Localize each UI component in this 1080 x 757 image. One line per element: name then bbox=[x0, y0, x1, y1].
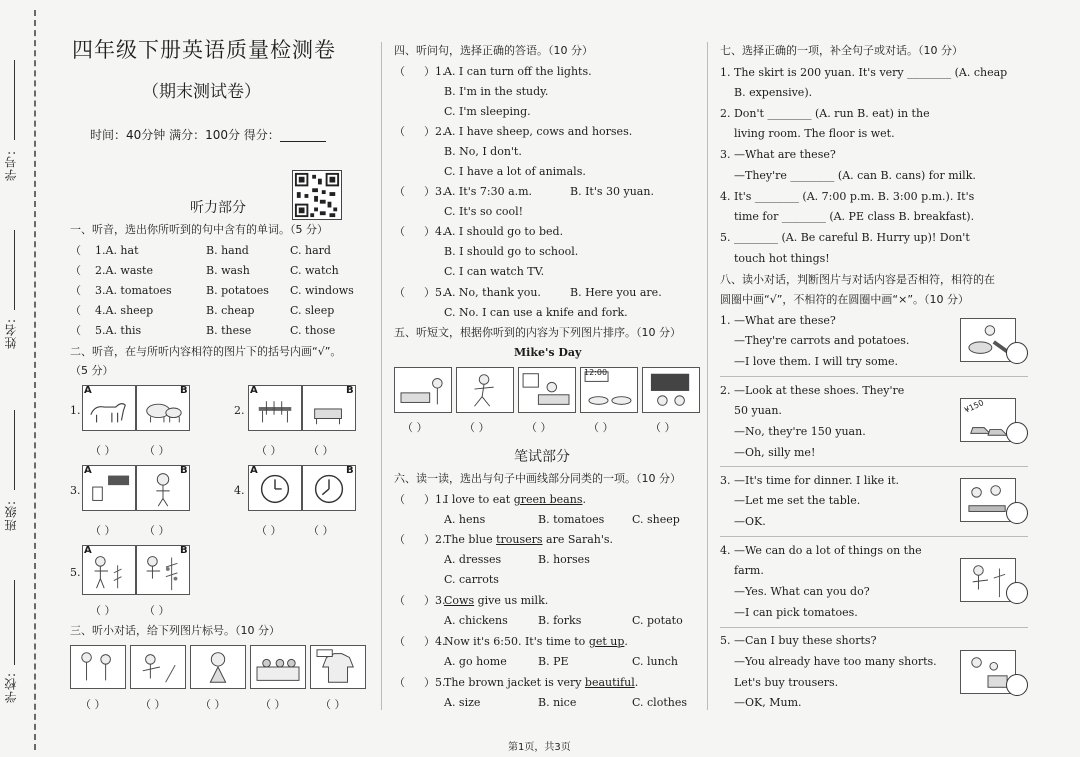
answer-paren[interactable]: （ ） bbox=[144, 524, 170, 537]
option-b[interactable]: B. these bbox=[206, 324, 252, 337]
option-a[interactable]: A. I should go to bed. bbox=[444, 225, 564, 238]
tag-a: A bbox=[250, 465, 258, 476]
answer-paren[interactable]: （ ） bbox=[308, 524, 334, 537]
option-c[interactable]: C. It's so cool! bbox=[444, 205, 524, 218]
running-boy-picture bbox=[456, 367, 514, 413]
tag-b: B bbox=[346, 465, 354, 476]
dialog-line: 5. —Can I buy these shorts? bbox=[720, 634, 877, 647]
option-b[interactable]: B. cheap bbox=[206, 304, 255, 317]
dialog-line: 1. —What are these? bbox=[720, 314, 836, 327]
item-number: ）1. bbox=[424, 493, 446, 506]
question-text bbox=[444, 493, 586, 506]
part6-title: 六、读一读，选出与句子中画线部分同类的一项。（10 分） bbox=[394, 472, 681, 485]
list-item: （ 4.A. sheep bbox=[70, 304, 154, 317]
market-picture bbox=[250, 645, 306, 689]
dialog-line: 3. —It's time for dinner. I like it. bbox=[720, 474, 900, 487]
question-text bbox=[444, 635, 628, 648]
tag-a: A bbox=[84, 465, 92, 476]
question-text bbox=[444, 533, 613, 546]
option-a[interactable]: A. waste bbox=[105, 264, 153, 277]
family-picture bbox=[70, 645, 126, 689]
answer-circle[interactable] bbox=[1006, 674, 1028, 696]
option-a[interactable]: A. No, thank you. bbox=[444, 286, 541, 299]
divider bbox=[720, 466, 1028, 467]
clock-time-label: 12:00 bbox=[584, 368, 608, 377]
answer-paren[interactable]: （ ） bbox=[140, 698, 166, 711]
option-b[interactable]: B. I'm in the study. bbox=[444, 85, 549, 98]
option-a[interactable]: A. this bbox=[105, 324, 142, 337]
paren-open: （ bbox=[394, 65, 405, 78]
option-c[interactable]: C. carrots bbox=[444, 573, 499, 586]
option-c[interactable]: C. I have a lot of animals. bbox=[444, 165, 586, 178]
answer-paren[interactable]: （ ） bbox=[464, 421, 490, 434]
part5-title: 五、听短文，根据你听到的内容为下列图片排序。（10 分） bbox=[394, 326, 681, 339]
dialog-line: —No, they're 150 yuan. bbox=[734, 425, 866, 438]
pair-number: 3. bbox=[70, 484, 81, 497]
dialog-line: —They're carrots and potatoes. bbox=[734, 334, 910, 347]
answer-circle[interactable] bbox=[1006, 342, 1028, 364]
part8-title: 八、读小对话，判断图片与对话内容是否相符，相符的在 bbox=[720, 273, 995, 286]
part1-title: 一、听音，选出你所听到的句中含有的单词。（5 分） bbox=[70, 223, 328, 236]
item-number: ）3. bbox=[424, 185, 446, 198]
price-tag: ¥150 bbox=[962, 398, 986, 415]
part7-title: 七、选择正确的一项，补全句子或对话。（10 分） bbox=[720, 44, 963, 57]
writing-heading: 笔试部分 bbox=[514, 449, 570, 465]
dialog-line: —Yes. What can you do? bbox=[734, 585, 870, 598]
answer-circle[interactable] bbox=[1006, 582, 1028, 604]
dialog-line: —I can pick tomatoes. bbox=[734, 606, 858, 619]
answer-paren[interactable]: （ ） bbox=[90, 604, 116, 617]
option-b[interactable]: B. It's 30 yuan. bbox=[570, 185, 654, 198]
question-post: . bbox=[634, 676, 639, 689]
question-post: give us milk. bbox=[474, 594, 549, 607]
divider bbox=[720, 536, 1028, 537]
dialog-line: —OK, Mum. bbox=[734, 696, 802, 709]
question-line: touch hot things! bbox=[734, 252, 830, 265]
pair-number: 5. bbox=[70, 566, 81, 579]
item-number: 4. bbox=[95, 304, 106, 317]
question-pre: Now it's 6:50. It's time to bbox=[444, 635, 589, 648]
item-number: ）4. bbox=[424, 225, 446, 238]
item-number: ）2. bbox=[424, 125, 446, 138]
paren-open: （ bbox=[394, 225, 405, 238]
dialog-line: —Let me set the table. bbox=[734, 494, 861, 507]
option-b[interactable]: B. No, I don't. bbox=[444, 145, 522, 158]
part2-title: 二、听音，在与所听内容相符的图片下的括号内画“√”。 bbox=[70, 345, 342, 358]
answer-paren[interactable]: （ ） bbox=[90, 524, 116, 537]
divider bbox=[720, 627, 1028, 628]
score-blank[interactable] bbox=[280, 141, 326, 142]
pair-number: 4. bbox=[234, 484, 245, 497]
question-post: . bbox=[582, 493, 586, 506]
option-c[interactable]: C. I can watch TV. bbox=[444, 265, 545, 278]
page-footer: 第1页，共3页 bbox=[508, 742, 571, 753]
pair-number: 1. bbox=[70, 404, 81, 417]
paren-open: （ bbox=[394, 125, 405, 138]
item-number: 5. bbox=[95, 324, 106, 337]
underlined-word: beautiful bbox=[584, 676, 635, 689]
option-a[interactable]: A. dresses bbox=[444, 553, 502, 566]
pair-number: 2. bbox=[234, 404, 245, 417]
option-a[interactable]: A. sheep bbox=[105, 304, 154, 317]
exam-info bbox=[90, 128, 326, 142]
tag-a: A bbox=[84, 385, 92, 396]
answer-paren[interactable]: （ ） bbox=[80, 698, 106, 711]
school-label: 学校: bbox=[4, 672, 18, 704]
answer-paren[interactable]: （ ） bbox=[308, 444, 334, 457]
paren-open: （ bbox=[394, 635, 405, 648]
answer-paren[interactable]: （ ） bbox=[256, 444, 282, 457]
question-line: 4. It's ________ (A. 7:00 p.m. B. 3:00 p.m.). It's bbox=[720, 190, 975, 203]
underlined-word: get up bbox=[588, 635, 625, 648]
question-text bbox=[444, 594, 548, 607]
dialog-line: Let's buy trousers. bbox=[734, 676, 839, 689]
option-b[interactable]: B. PE bbox=[538, 655, 569, 668]
dialog-line: —Oh, silly me! bbox=[734, 446, 816, 459]
answer-paren[interactable]: （ ） bbox=[200, 698, 226, 711]
dialog-line: 4. —We can do a lot of things on the bbox=[720, 544, 922, 557]
paren-open: （ bbox=[394, 286, 405, 299]
item-number: ）2. bbox=[424, 533, 446, 546]
qr-code-icon[interactable] bbox=[292, 170, 342, 220]
option-a[interactable]: A. chickens bbox=[444, 614, 508, 627]
option-c[interactable]: C. I'm sleeping. bbox=[444, 105, 531, 118]
option-c[interactable]: C. sleep bbox=[290, 304, 335, 317]
tag-a: A bbox=[84, 545, 92, 556]
question-post: . bbox=[624, 635, 628, 648]
girl-picture bbox=[190, 645, 246, 689]
tag-a: A bbox=[250, 385, 258, 396]
option-b[interactable]: B. wash bbox=[206, 264, 250, 277]
item-number: ）5. bbox=[424, 676, 446, 689]
tag-b: B bbox=[180, 465, 188, 476]
tag-b: B bbox=[346, 385, 354, 396]
answer-circle[interactable] bbox=[1006, 422, 1028, 444]
dialog-line: 2. —Look at these shoes. They're bbox=[720, 384, 905, 397]
option-c[interactable]: C. windows bbox=[290, 284, 354, 297]
column-divider bbox=[381, 42, 382, 710]
item-number: ）1. bbox=[424, 65, 446, 78]
dialog-line: —I love them. I will try some. bbox=[734, 355, 899, 368]
question-line: 1. The skirt is 200 yuan. It's very ________ (A. cheap bbox=[720, 66, 1008, 79]
list-item: （ 1.A. hat bbox=[70, 244, 139, 257]
name-blank[interactable] bbox=[14, 230, 15, 310]
question-pre: The blue bbox=[444, 533, 497, 546]
question-line: time for ________ (A. PE class B. breakfast). bbox=[734, 210, 975, 223]
class-blank[interactable] bbox=[14, 410, 15, 490]
list-item: （ 3.A. tomatoes bbox=[70, 284, 172, 297]
paren-open: （ bbox=[394, 493, 405, 506]
option-c[interactable]: C. clothes bbox=[632, 696, 687, 709]
name-label: 姓名: bbox=[4, 318, 18, 350]
option-c[interactable]: C. those bbox=[290, 324, 336, 337]
option-b[interactable]: B. forks bbox=[538, 614, 582, 627]
option-b[interactable]: B. potatoes bbox=[206, 284, 269, 297]
waking-up-picture bbox=[518, 367, 576, 413]
option-a[interactable]: A. hat bbox=[105, 244, 139, 257]
classroom-picture bbox=[642, 367, 700, 413]
answer-paren[interactable]: （ ） bbox=[256, 524, 282, 537]
underlined-word: Cows bbox=[444, 594, 475, 607]
tag-b: B bbox=[180, 385, 188, 396]
column-divider bbox=[707, 42, 708, 710]
option-b[interactable]: B. I should go to school. bbox=[444, 245, 579, 258]
student-id-label: 学号: bbox=[4, 150, 18, 182]
bedroom-picture bbox=[394, 367, 452, 413]
option-c[interactable]: C. sheep bbox=[632, 513, 680, 526]
paren-open: （ bbox=[394, 185, 405, 198]
listening-heading: 听力部分 bbox=[190, 200, 246, 216]
divider bbox=[720, 376, 1028, 377]
part4-title: 四、听问句，选择正确的答语。（10 分） bbox=[394, 44, 593, 57]
story-title: Mike's Day bbox=[514, 346, 582, 359]
binding-line bbox=[34, 10, 36, 750]
option-c[interactable]: C. lunch bbox=[632, 655, 678, 668]
option-a[interactable]: A. size bbox=[444, 696, 481, 709]
item-number: ）3. bbox=[424, 594, 446, 607]
option-c[interactable]: C. watch bbox=[290, 264, 339, 277]
item-number: ）5. bbox=[424, 286, 446, 299]
jacket-price-picture bbox=[310, 645, 366, 689]
paren-open: （ bbox=[394, 594, 405, 607]
answer-circle[interactable] bbox=[1006, 502, 1028, 524]
option-b[interactable]: B. nice bbox=[538, 696, 577, 709]
option-b[interactable]: B. horses bbox=[538, 553, 590, 566]
exam-info-text: 时间：40分钟 满分：100分 得分： bbox=[90, 128, 280, 142]
answer-paren[interactable]: （ ） bbox=[588, 421, 614, 434]
question-line: —They're ________ (A. can B. cans) for milk. bbox=[734, 169, 976, 182]
question-line: B. expensive). bbox=[734, 86, 813, 99]
question-pre: The brown jacket is very bbox=[444, 676, 585, 689]
answer-paren[interactable]: （ ） bbox=[320, 698, 346, 711]
dialog-line: —OK. bbox=[734, 515, 766, 528]
dialog-line: farm. bbox=[734, 564, 764, 577]
part3-title: 三、听小对话，给下列图片标号。（10 分） bbox=[70, 624, 280, 637]
option-a[interactable]: A. I can turn off the lights. bbox=[444, 65, 592, 78]
answer-paren[interactable]: （ ） bbox=[260, 698, 286, 711]
question-line: 2. Don't ________ (A. run B. eat) in the bbox=[720, 107, 930, 120]
item-number: 1. bbox=[95, 244, 106, 257]
answer-paren[interactable]: （ ） bbox=[650, 421, 676, 434]
answer-paren[interactable]: （ ） bbox=[90, 444, 116, 457]
class-label: 班级: bbox=[4, 500, 18, 532]
tag-b: B bbox=[180, 545, 188, 556]
option-b[interactable]: B. Here you are. bbox=[570, 286, 662, 299]
item-number: 2. bbox=[95, 264, 106, 277]
student-id-blank[interactable] bbox=[14, 60, 15, 140]
question-line: living room. The floor is wet. bbox=[734, 127, 895, 140]
paren-open: （ bbox=[394, 676, 405, 689]
underlined-word: trousers bbox=[496, 533, 543, 546]
option-a[interactable]: A. It's 7:30 a.m. bbox=[444, 185, 533, 198]
exam-title: 四年级下册英语质量检测卷 bbox=[72, 38, 336, 62]
item-number: ）4. bbox=[424, 635, 446, 648]
paren-open: （ bbox=[394, 533, 405, 546]
question-line: 5. ________ (A. Be careful B. Hurry up)! Don't bbox=[720, 231, 970, 244]
question-pre: I love to eat bbox=[444, 493, 514, 506]
answer-paren[interactable]: （ ） bbox=[526, 421, 552, 434]
dialog-line: 50 yuan. bbox=[734, 404, 782, 417]
part8-title-cont: 圆圈中画“√”，不相符的在圆圈中画“×”。（10 分） bbox=[720, 293, 970, 306]
list-item: （ 5.A. this bbox=[70, 324, 142, 337]
answer-paren[interactable]: （ ） bbox=[144, 444, 170, 457]
option-b[interactable]: B. tomatoes bbox=[538, 513, 605, 526]
answer-paren[interactable]: （ ） bbox=[402, 421, 428, 434]
list-item: （ 2.A. waste bbox=[70, 264, 153, 277]
answer-paren[interactable]: （ ） bbox=[144, 604, 170, 617]
option-c[interactable]: C. potato bbox=[632, 614, 683, 627]
part2-score: （5 分） bbox=[70, 364, 114, 377]
option-a[interactable]: A. tomatoes bbox=[105, 284, 172, 297]
option-c[interactable]: C. hard bbox=[290, 244, 331, 257]
underlined-word: green beans bbox=[513, 493, 583, 506]
exam-subtitle: （期末测试卷） bbox=[142, 82, 261, 102]
item-number: 3. bbox=[95, 284, 106, 297]
question-text bbox=[444, 676, 638, 689]
option-b[interactable]: B. hand bbox=[206, 244, 249, 257]
option-a[interactable]: A. go home bbox=[444, 655, 507, 668]
option-a[interactable]: A. hens bbox=[444, 513, 486, 526]
question-post: are Sarah's. bbox=[542, 533, 614, 546]
option-c[interactable]: C. No. I can use a knife and fork. bbox=[444, 306, 628, 319]
question-line: 3. —What are these? bbox=[720, 148, 836, 161]
dialog-line: —You already have too many shorts. bbox=[734, 655, 937, 668]
option-a[interactable]: A. I have sheep, cows and horses. bbox=[444, 125, 633, 138]
playing-children-picture bbox=[130, 645, 186, 689]
school-blank[interactable] bbox=[14, 580, 15, 665]
